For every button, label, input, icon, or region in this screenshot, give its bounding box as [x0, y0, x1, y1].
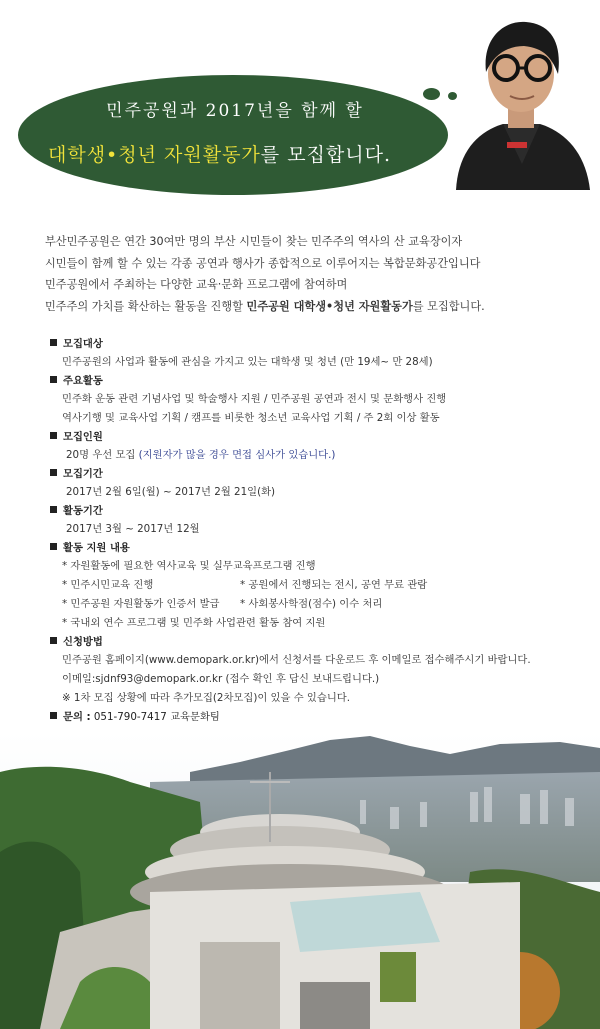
- contact-label: 문의 :: [63, 711, 91, 723]
- apply-note: ※ 1차 모집 상황에 따라 추가모집(2차모집)이 있을 수 있습니다.: [62, 692, 350, 704]
- square-bullet-icon: [50, 469, 57, 476]
- intro-paragraph: 민주공원에서 주최하는 다양한 교육·문화 프로그램에 참여하며: [45, 278, 348, 292]
- speech-bubble: [18, 75, 448, 195]
- section-title-period: [50, 465, 595, 483]
- headline-line-2: [48, 140, 438, 167]
- intro-paragraph: 시민들이 함께 할 수 있는 각종 공연과 행사가 종합적으로 이루어지는 복합문화공간입니다: [45, 256, 481, 270]
- support-row: [50, 595, 595, 614]
- park-aerial-photo: [0, 732, 600, 1029]
- thought-dot: [423, 88, 440, 100]
- square-bullet-icon: [50, 712, 57, 719]
- headline-rest: 를 모집합니다.: [260, 144, 392, 166]
- header-banner: [0, 0, 600, 200]
- target-text: 민주공원의 사업과 활동에 관심을 가지고 있는 대학생 및 청년 (만 19세~ 만 28세): [62, 356, 433, 368]
- headline-line-1: 민주공원과 2017년을 함께 할: [106, 101, 364, 121]
- section-title-text: 모집대상: [63, 338, 103, 350]
- apply-email: 이메일:sjdnf93@demopark.or.kr (접수 확인 후 답신 보내드립니다.): [62, 673, 380, 685]
- activities-line: 역사기행 및 교육사업 기획 / 캠프를 비롯한 청소년 교육사업 기획 / 주 2회 이상 활동: [62, 412, 440, 424]
- headline-highlight: 대학생•청년 자원활동가: [48, 144, 261, 166]
- support-item: * 공원에서 진행되는 전시, 공연 무료 관람: [240, 579, 428, 591]
- count-value: 20명 우선 모집: [66, 449, 139, 461]
- support-item: * 자원활동에 필요한 역사교육 및 실무교육프로그램 진행: [62, 560, 316, 572]
- support-row: [50, 576, 595, 595]
- square-bullet-icon: [50, 506, 57, 513]
- square-bullet-icon: [50, 543, 57, 550]
- period-text: 2017년 2월 6일(월) ~ 2017년 2월 21일(화): [66, 486, 276, 498]
- square-bullet-icon: [50, 376, 57, 383]
- section-title-support: [50, 539, 595, 557]
- apply-line: 민주공원 홈페이지(www.demopark.or.kr)에서 신청서를 다운로드 후 이메일로 접수해주시기 바랍니다.: [62, 654, 531, 666]
- section-title-activities: [50, 372, 595, 390]
- activity-period-text: 2017년 3월 ~ 2017년 12월: [66, 523, 200, 535]
- activities-line: 민주화 운동 관련 기념사업 및 학술행사 지원 / 민주공원 공연과 전시 및 문화행사 진행: [62, 393, 447, 405]
- section-title-text: 신청방법: [63, 636, 103, 648]
- count-note: (지원자가 많을 경우 면접 심사가 있습니다.): [138, 449, 336, 461]
- recruit-details: [50, 335, 595, 726]
- person-illustration: [448, 14, 593, 190]
- support-item: * 사회봉사학점(점수) 이수 처리: [240, 598, 383, 610]
- intro-bold: 민주공원 대학생•청년 자원활동가: [246, 299, 413, 313]
- section-title-count: [50, 428, 595, 446]
- square-bullet-icon: [50, 432, 57, 439]
- square-bullet-icon: [50, 339, 57, 346]
- intro-paragraph: 부산민주공원은 연간 30여만 명의 부산 시민들이 찾는 민주주의 역사의 산 교육장이자: [45, 235, 463, 248]
- section-contact: [50, 708, 595, 726]
- section-title-apply: [50, 633, 595, 651]
- section-title-text: 활동 지원 내용: [63, 542, 130, 554]
- section-title-text: 활동기간: [63, 505, 103, 517]
- contact-phone: 051-790-7417 교육문화팀: [90, 711, 220, 723]
- section-title-target: [50, 335, 595, 353]
- square-bullet-icon: [50, 637, 57, 644]
- intro-text-part: 민주주의 가치를 확산하는 활동을 진행할: [45, 299, 247, 313]
- intro-text: [45, 231, 585, 317]
- support-item: * 국내외 연수 프로그램 및 민주화 사업관련 활동 참여 지원: [62, 617, 326, 629]
- section-title-activity-period: [50, 502, 595, 520]
- section-title-text: 주요활동: [63, 375, 103, 387]
- count-text: [50, 446, 595, 465]
- intro-text-part: 를 모집합니다.: [412, 299, 485, 313]
- section-title-text: 모집기간: [63, 468, 103, 480]
- section-title-text: 모집인원: [63, 431, 103, 443]
- support-item: * 민주시민교육 진행: [62, 579, 154, 591]
- support-item: * 민주공원 자원활동가 인증서 발급: [62, 598, 220, 610]
- intro-paragraph: [45, 296, 585, 318]
